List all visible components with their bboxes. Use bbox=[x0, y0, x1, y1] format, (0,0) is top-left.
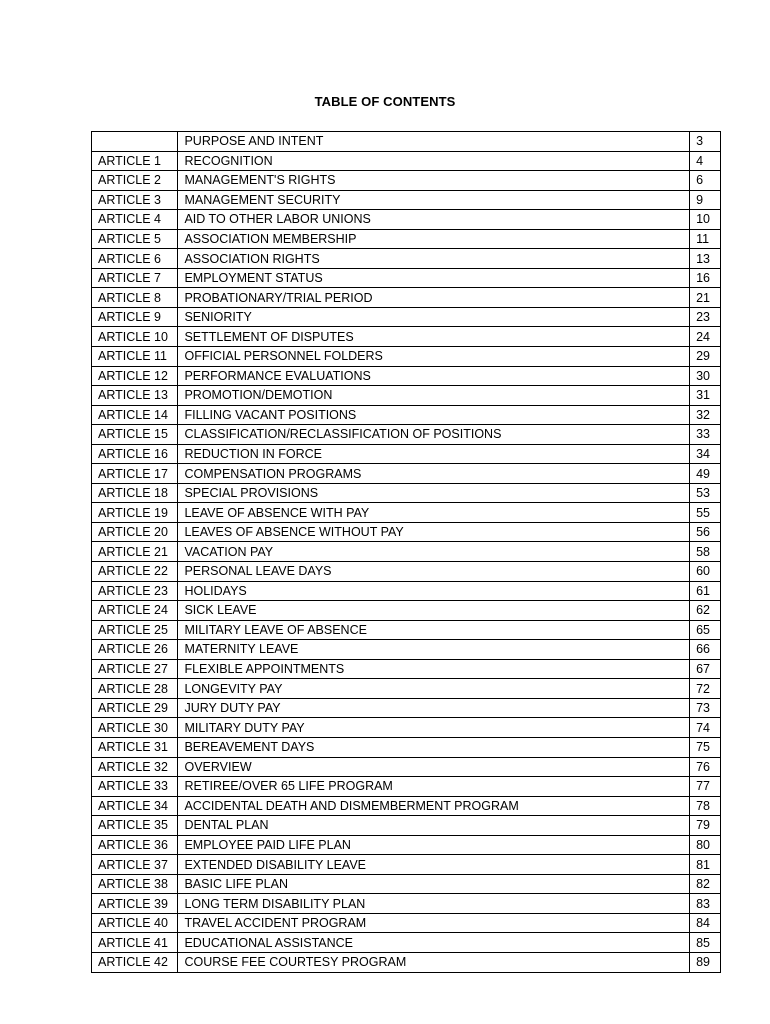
toc-title-cell: EXTENDED DISABILITY LEAVE bbox=[178, 855, 690, 875]
toc-page-cell: 16 bbox=[690, 268, 721, 288]
toc-title-cell: AID TO OTHER LABOR UNIONS bbox=[178, 210, 690, 230]
toc-page-cell: 23 bbox=[690, 307, 721, 327]
toc-page-cell: 9 bbox=[690, 190, 721, 210]
toc-title-cell: PERFORMANCE EVALUATIONS bbox=[178, 366, 690, 386]
toc-title-cell: EMPLOYMENT STATUS bbox=[178, 268, 690, 288]
toc-title-cell: RECOGNITION bbox=[178, 151, 690, 171]
toc-article-cell: ARTICLE 3 bbox=[92, 190, 178, 210]
toc-title-cell: REDUCTION IN FORCE bbox=[178, 444, 690, 464]
toc-row bbox=[92, 366, 721, 386]
toc-row bbox=[92, 347, 721, 367]
toc-article-cell: ARTICLE 1 bbox=[92, 151, 178, 171]
toc-article-cell: ARTICLE 4 bbox=[92, 210, 178, 230]
toc-row bbox=[92, 855, 721, 875]
toc-page-cell: 61 bbox=[690, 581, 721, 601]
toc-page-cell: 55 bbox=[690, 503, 721, 523]
toc-article-cell: ARTICLE 32 bbox=[92, 757, 178, 777]
toc-row bbox=[92, 640, 721, 660]
toc-article-cell: ARTICLE 18 bbox=[92, 483, 178, 503]
toc-row bbox=[92, 659, 721, 679]
toc-page-cell: 24 bbox=[690, 327, 721, 347]
toc-page-cell: 67 bbox=[690, 659, 721, 679]
toc-row bbox=[92, 816, 721, 836]
toc-row bbox=[92, 679, 721, 699]
toc-row bbox=[92, 542, 721, 562]
toc-article-cell: ARTICLE 39 bbox=[92, 894, 178, 914]
toc-article-cell: ARTICLE 9 bbox=[92, 307, 178, 327]
toc-article-cell: ARTICLE 14 bbox=[92, 405, 178, 425]
toc-row bbox=[92, 601, 721, 621]
toc-article-cell: ARTICLE 25 bbox=[92, 620, 178, 640]
toc-article-cell: ARTICLE 35 bbox=[92, 816, 178, 836]
toc-row bbox=[92, 620, 721, 640]
toc-title-cell: PERSONAL LEAVE DAYS bbox=[178, 562, 690, 582]
toc-article-cell: ARTICLE 31 bbox=[92, 737, 178, 757]
toc-row bbox=[92, 933, 721, 953]
toc-article-cell: ARTICLE 42 bbox=[92, 952, 178, 972]
toc-page-cell: 82 bbox=[690, 874, 721, 894]
toc-article-cell: ARTICLE 37 bbox=[92, 855, 178, 875]
toc-row bbox=[92, 503, 721, 523]
toc-article-cell: ARTICLE 24 bbox=[92, 601, 178, 621]
toc-page-cell: 66 bbox=[690, 640, 721, 660]
toc-title-cell: LONG TERM DISABILITY PLAN bbox=[178, 894, 690, 914]
toc-page-cell: 3 bbox=[690, 132, 721, 152]
toc-page-cell: 85 bbox=[690, 933, 721, 953]
toc-article-cell: ARTICLE 5 bbox=[92, 229, 178, 249]
toc-title-cell: BASIC LIFE PLAN bbox=[178, 874, 690, 894]
toc-row bbox=[92, 327, 721, 347]
toc-row bbox=[92, 737, 721, 757]
toc-article-cell bbox=[92, 132, 178, 152]
toc-page-cell: 32 bbox=[690, 405, 721, 425]
toc-article-cell: ARTICLE 8 bbox=[92, 288, 178, 308]
toc-title-cell: LEAVES OF ABSENCE WITHOUT PAY bbox=[178, 522, 690, 542]
toc-row bbox=[92, 796, 721, 816]
toc-article-cell: ARTICLE 17 bbox=[92, 464, 178, 484]
toc-row bbox=[92, 835, 721, 855]
toc-page-cell: 49 bbox=[690, 464, 721, 484]
toc-row bbox=[92, 210, 721, 230]
toc-title-cell: EMPLOYEE PAID LIFE PLAN bbox=[178, 835, 690, 855]
toc-title-cell: HOLIDAYS bbox=[178, 581, 690, 601]
toc-page-cell: 33 bbox=[690, 425, 721, 445]
toc-body bbox=[92, 132, 721, 973]
toc-article-cell: ARTICLE 12 bbox=[92, 366, 178, 386]
toc-article-cell: ARTICLE 20 bbox=[92, 522, 178, 542]
toc-title-cell: FLEXIBLE APPOINTMENTS bbox=[178, 659, 690, 679]
toc-page-cell: 74 bbox=[690, 718, 721, 738]
toc-article-cell: ARTICLE 7 bbox=[92, 268, 178, 288]
toc-row bbox=[92, 307, 721, 327]
toc-title-cell: SETTLEMENT OF DISPUTES bbox=[178, 327, 690, 347]
toc-title-cell: PURPOSE AND INTENT bbox=[178, 132, 690, 152]
toc-title-cell: OVERVIEW bbox=[178, 757, 690, 777]
toc-article-cell: ARTICLE 28 bbox=[92, 679, 178, 699]
toc-row bbox=[92, 777, 721, 797]
toc-row bbox=[92, 894, 721, 914]
toc-page-cell: 53 bbox=[690, 483, 721, 503]
toc-row bbox=[92, 483, 721, 503]
toc-row bbox=[92, 444, 721, 464]
toc-title-cell: SPECIAL PROVISIONS bbox=[178, 483, 690, 503]
toc-page-cell: 13 bbox=[690, 249, 721, 269]
toc-title-cell: EDUCATIONAL ASSISTANCE bbox=[178, 933, 690, 953]
toc-title-cell: PROBATIONARY/TRIAL PERIOD bbox=[178, 288, 690, 308]
toc-article-cell: ARTICLE 11 bbox=[92, 347, 178, 367]
toc-title-cell: MATERNITY LEAVE bbox=[178, 640, 690, 660]
toc-page-cell: 6 bbox=[690, 171, 721, 191]
toc-article-cell: ARTICLE 21 bbox=[92, 542, 178, 562]
toc-article-cell: ARTICLE 34 bbox=[92, 796, 178, 816]
toc-page-cell: 60 bbox=[690, 562, 721, 582]
toc-title-cell: DENTAL PLAN bbox=[178, 816, 690, 836]
toc-title-cell: MANAGEMENT'S RIGHTS bbox=[178, 171, 690, 191]
toc-title-cell: MILITARY LEAVE OF ABSENCE bbox=[178, 620, 690, 640]
toc-page-cell: 80 bbox=[690, 835, 721, 855]
toc-page-cell: 73 bbox=[690, 698, 721, 718]
toc-page-cell: 75 bbox=[690, 737, 721, 757]
toc-page-cell: 76 bbox=[690, 757, 721, 777]
toc-row bbox=[92, 132, 721, 152]
toc-page-cell: 58 bbox=[690, 542, 721, 562]
toc-title-cell: ASSOCIATION RIGHTS bbox=[178, 249, 690, 269]
toc-title-cell: BEREAVEMENT DAYS bbox=[178, 737, 690, 757]
toc-title-cell: VACATION PAY bbox=[178, 542, 690, 562]
toc-row bbox=[92, 581, 721, 601]
toc-title-cell: CLASSIFICATION/RECLASSIFICATION OF POSITIONS bbox=[178, 425, 690, 445]
toc-article-cell: ARTICLE 26 bbox=[92, 640, 178, 660]
toc-row bbox=[92, 913, 721, 933]
toc-page-cell: 34 bbox=[690, 444, 721, 464]
toc-page-cell: 79 bbox=[690, 816, 721, 836]
toc-title-cell: SICK LEAVE bbox=[178, 601, 690, 621]
toc-article-cell: ARTICLE 23 bbox=[92, 581, 178, 601]
toc-title-cell: FILLING VACANT POSITIONS bbox=[178, 405, 690, 425]
toc-row bbox=[92, 757, 721, 777]
toc-page-cell: 65 bbox=[690, 620, 721, 640]
toc-title-cell: LONGEVITY PAY bbox=[178, 679, 690, 699]
toc-row bbox=[92, 874, 721, 894]
toc-row bbox=[92, 249, 721, 269]
toc-page-cell: 78 bbox=[690, 796, 721, 816]
toc-title-cell: TRAVEL ACCIDENT PROGRAM bbox=[178, 913, 690, 933]
toc-title-cell: LEAVE OF ABSENCE WITH PAY bbox=[178, 503, 690, 523]
toc-article-cell: ARTICLE 15 bbox=[92, 425, 178, 445]
document-title: TABLE OF CONTENTS bbox=[314, 94, 456, 109]
toc-article-cell: ARTICLE 2 bbox=[92, 171, 178, 191]
toc-article-cell: ARTICLE 38 bbox=[92, 874, 178, 894]
toc-page-cell: 31 bbox=[690, 386, 721, 406]
toc-page-cell: 77 bbox=[690, 777, 721, 797]
toc-page-cell: 21 bbox=[690, 288, 721, 308]
toc-row bbox=[92, 268, 721, 288]
toc-row bbox=[92, 190, 721, 210]
toc-title-cell: ACCIDENTAL DEATH AND DISMEMBERMENT PROGRAM bbox=[178, 796, 690, 816]
toc-row bbox=[92, 405, 721, 425]
table-of-contents bbox=[91, 131, 721, 973]
toc-title-cell: MANAGEMENT SECURITY bbox=[178, 190, 690, 210]
toc-title-cell: JURY DUTY PAY bbox=[178, 698, 690, 718]
toc-title-cell: PROMOTION/DEMOTION bbox=[178, 386, 690, 406]
toc-row bbox=[92, 464, 721, 484]
toc-article-cell: ARTICLE 40 bbox=[92, 913, 178, 933]
toc-row bbox=[92, 952, 721, 972]
toc-article-cell: ARTICLE 16 bbox=[92, 444, 178, 464]
toc-article-cell: ARTICLE 19 bbox=[92, 503, 178, 523]
toc-row bbox=[92, 522, 721, 542]
toc-row bbox=[92, 288, 721, 308]
toc-row bbox=[92, 229, 721, 249]
toc-article-cell: ARTICLE 10 bbox=[92, 327, 178, 347]
toc-row bbox=[92, 698, 721, 718]
toc-page-cell: 89 bbox=[690, 952, 721, 972]
toc-row bbox=[92, 386, 721, 406]
toc-article-cell: ARTICLE 22 bbox=[92, 562, 178, 582]
toc-title-cell: SENIORITY bbox=[178, 307, 690, 327]
toc-article-cell: ARTICLE 36 bbox=[92, 835, 178, 855]
toc-row bbox=[92, 718, 721, 738]
toc-page-cell: 84 bbox=[690, 913, 721, 933]
toc-article-cell: ARTICLE 41 bbox=[92, 933, 178, 953]
toc-article-cell: ARTICLE 27 bbox=[92, 659, 178, 679]
toc-article-cell: ARTICLE 30 bbox=[92, 718, 178, 738]
toc-page-cell: 30 bbox=[690, 366, 721, 386]
toc-page-cell: 10 bbox=[690, 210, 721, 230]
toc-title-cell: COURSE FEE COURTESY PROGRAM bbox=[178, 952, 690, 972]
toc-title-cell: ASSOCIATION MEMBERSHIP bbox=[178, 229, 690, 249]
toc-row bbox=[92, 562, 721, 582]
toc-page-cell: 4 bbox=[690, 151, 721, 171]
toc-page-cell: 72 bbox=[690, 679, 721, 699]
toc-row bbox=[92, 171, 721, 191]
toc-page-cell: 56 bbox=[690, 522, 721, 542]
toc-page-cell: 11 bbox=[690, 229, 721, 249]
toc-page-cell: 81 bbox=[690, 855, 721, 875]
toc-article-cell: ARTICLE 6 bbox=[92, 249, 178, 269]
toc-row bbox=[92, 151, 721, 171]
toc-row bbox=[92, 425, 721, 445]
toc-article-cell: ARTICLE 13 bbox=[92, 386, 178, 406]
toc-title-cell: MILITARY DUTY PAY bbox=[178, 718, 690, 738]
toc-article-cell: ARTICLE 29 bbox=[92, 698, 178, 718]
toc-title-cell: RETIREE/OVER 65 LIFE PROGRAM bbox=[178, 777, 690, 797]
toc-title-cell: OFFICIAL PERSONNEL FOLDERS bbox=[178, 347, 690, 367]
toc-page-cell: 83 bbox=[690, 894, 721, 914]
toc-page-cell: 62 bbox=[690, 601, 721, 621]
toc-title-cell: COMPENSATION PROGRAMS bbox=[178, 464, 690, 484]
toc-article-cell: ARTICLE 33 bbox=[92, 777, 178, 797]
toc-page-cell: 29 bbox=[690, 347, 721, 367]
